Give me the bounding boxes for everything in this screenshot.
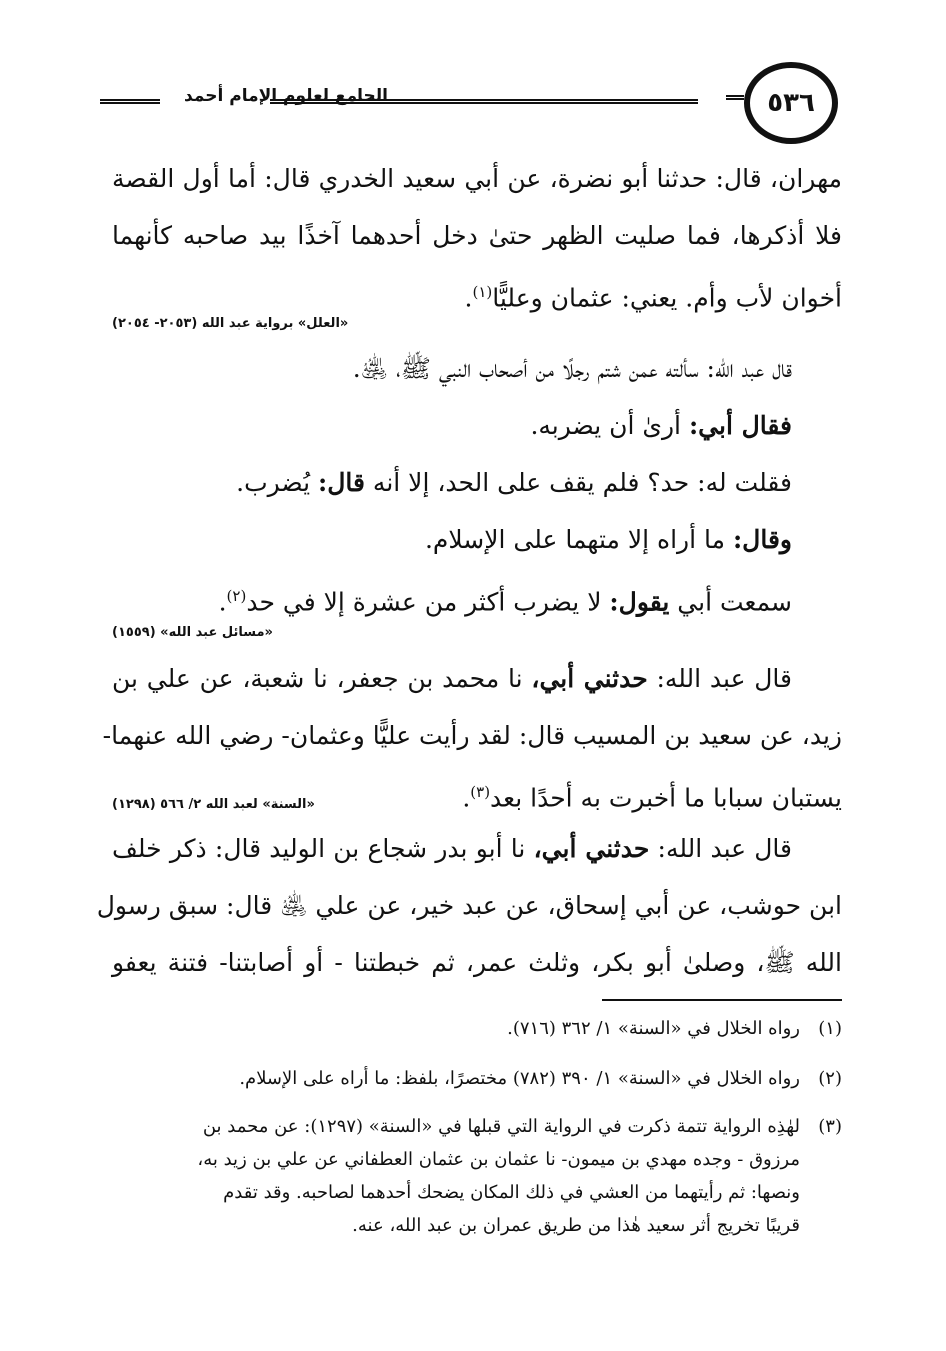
speaker-label: حدثني أبي، — [531, 664, 648, 693]
footnote-number: (٣) — [818, 1116, 842, 1137]
footnote-line — [102, 1012, 842, 1045]
source-citation: «مسائل عبد الله» (١٥٥٩) — [112, 625, 273, 640]
footnote-text: رواه الخلال في «السنة» ١/ ٣٩٠ (٧٨٢) مختصرًا، بلفظ: ما أراه على الإسلام. — [239, 1068, 800, 1089]
text-line: فلا أذكرها، فما صليت الظهر حتىٰ دخل أحدهما آخذًا بيد صاحبه كأنهما — [112, 221, 842, 250]
text-span: لا يضرب أكثر من عشرة إلا في حد — [246, 587, 610, 617]
footnote-2 — [102, 1062, 842, 1095]
paragraph-2 — [112, 340, 842, 630]
text-span: نا أبو بدر شجاع بن الوليد قال: ذكر خلف — [112, 834, 534, 863]
footnote-line — [102, 1110, 842, 1143]
footnote-ref: (٣) — [470, 783, 491, 801]
footnote-number: (٢) — [818, 1068, 842, 1089]
text-span: أرىٰ أن يضربه. — [530, 411, 689, 440]
speaker-label: قال: — [318, 468, 365, 497]
source-citation: «السنة» لعبد الله ٢/ ٥٦٦ (١٢٩٨) — [112, 797, 315, 812]
paragraph-4 — [96, 820, 842, 991]
footnote-line: قريبًا تخريج أثر سعيد هٰذا من طريق عمران بن عبد الله، عنه. — [352, 1215, 800, 1236]
speaker-label: يقول: — [609, 587, 670, 617]
footnote-1 — [102, 1012, 842, 1045]
text-line — [112, 511, 842, 568]
page-number-badge: ٥٣٦ — [744, 62, 838, 144]
text-line: مهران، قال: حدثنا أبو نضرة، عن أبي سعيد الخدري قال: أما أول القصة — [112, 164, 842, 193]
running-title: الجامع لعلوم الإمام أحمد — [184, 86, 388, 106]
text-line: الله ﷺ، وصلىٰ أبو بكر، وثلث عمر، ثم خبطتنا - أو أصابتنا- فتنة يعفو — [112, 948, 842, 977]
text-span: . — [464, 283, 473, 313]
text-span: ما أراه إلا متهما على الإسلام. — [424, 525, 733, 554]
speaker-label: حدثني أبي، — [533, 834, 650, 863]
text-span: نا محمد بن جعفر، نا شعبة، عن علي بن — [112, 664, 532, 693]
text-line — [112, 397, 842, 454]
text-span: يستبان سبابا ما أخبرت به أحدًا بعد — [490, 783, 842, 813]
page-header — [100, 62, 838, 148]
footnote-3 — [102, 1110, 842, 1242]
text-span: . — [218, 587, 227, 617]
text-line — [112, 764, 842, 826]
text-line — [112, 820, 842, 877]
footnote-line — [102, 1062, 842, 1095]
paragraph-1 — [112, 150, 842, 326]
text-span: قال عبد الله: — [647, 664, 793, 693]
text-span: سمعت أبي — [669, 587, 792, 617]
source-citation: «العلل» برواية عبد الله (٢٠٥٣- ٢٠٥٤) — [112, 316, 349, 331]
footnote-separator — [602, 999, 842, 1001]
text-line — [112, 568, 842, 630]
footnote-text: لهٰذِه الرواية تتمة ذكرت في الرواية التي قبلها في «السنة» (١٢٩٧): عن محمد بن — [202, 1116, 800, 1137]
footnote-number: (١) — [818, 1018, 842, 1039]
text-span: يُضرب. — [236, 468, 319, 497]
text-span: فقلت له: حد؟ فلم يقف على الحد، إلا أنه — [364, 468, 792, 497]
footnote-ref: (٢) — [226, 587, 247, 605]
text-line — [112, 454, 842, 511]
footnote-ref: (١) — [472, 283, 493, 301]
text-span: قال عبد الله: — [649, 834, 793, 863]
text-line — [112, 650, 842, 707]
header-rule — [726, 95, 744, 100]
speaker-label: فقال أبي: — [688, 411, 792, 440]
text-line: زيد، عن سعيد بن المسيب قال: لقد رأيت عليًّا وعثمان- رضي الله عنهما- — [102, 721, 842, 750]
text-span: . — [462, 783, 471, 813]
speaker-label: وقال: — [732, 525, 792, 554]
footnote-line: ونصها: ثم رأيتهما من العشي في ذلك المكان يضحك أحدهما لصاحبه. وقد تقدم — [223, 1182, 800, 1203]
footnote-text: رواه الخلال في «السنة» ١/ ٣٦٢ (٧١٦). — [507, 1018, 800, 1039]
text-line: ابن حوشب، عن أبي إسحاق، عن عبد خير، عن علي ﵁ قال: سبق رسول — [96, 891, 842, 920]
text-line: قال عبد الله: سألته عمن شتم رجلًا من أصحاب النبي ﷺ، ﵁. — [352, 354, 792, 383]
text-span: أخوان لأب وأم. يعني: عثمان وعليًّا — [492, 283, 842, 313]
header-rule — [100, 99, 160, 104]
footnote-line: مرزوق - وجده مهدي بن ميمون- نا عثمان بن عثمان العطفاني عن علي بن زيد به، — [197, 1149, 800, 1170]
